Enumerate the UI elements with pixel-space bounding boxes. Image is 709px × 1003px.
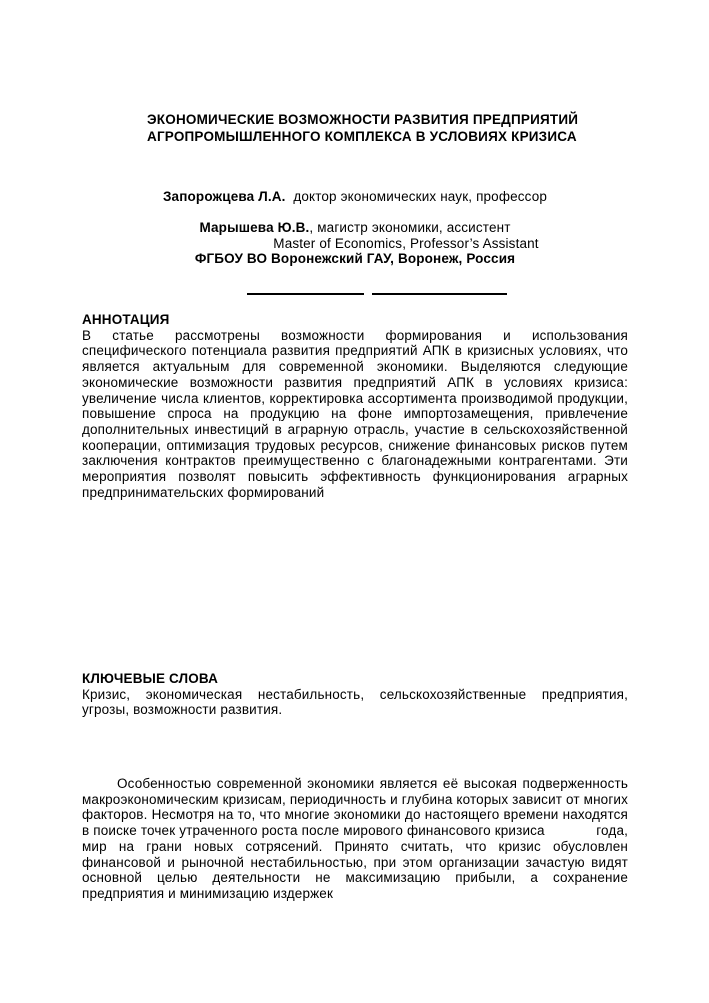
article-title bbox=[147, 112, 617, 145]
keywords-heading: КЛЮЧЕВЫЕ СЛОВА bbox=[82, 671, 218, 686]
author-2-name: Марышева Ю.В. bbox=[199, 220, 310, 235]
annotation-text: В статье рассмотрены возможности формирования и использования специфического потенциала развития предприятий АПК в кризисных условиях, что является актуальным для современной экономики. Выделяются следующие экономические возможности развития предприятий АПК в условиях кризиса: увеличение числа клиентов, корректировка ассортимента производимой продукции, повышение спроса на продукцию на фоне импортозамещения, привлечение дополнительных инвестиций в аграрную отрасль, участие в сельскохозяйственной кооперации, оптимизация трудовых ресурсов, снижение финансовых рисков путем заключения контрактов преимущественно с благонадежными контрагентами. Эти мероприятия позволят повысить эффективность функционирования аграрных предпринимательских формирований bbox=[82, 327, 628, 500]
article-title-line-1: ЭКОНОМИЧЕСКИЕ ВОЗМОЖНОСТИ РАЗВИТИЯ ПРЕДПРИЯТИЙ bbox=[147, 112, 579, 127]
author-2-degree: , магистр экономики, ассистент bbox=[309, 220, 511, 235]
keywords-text: Кризис, экономическая нестабильность, сельскохозяйственные предприятия, угрозы, возможности развития. bbox=[82, 686, 628, 718]
author-2-degree-en: Master of Economics, Professor’s Assistant bbox=[273, 235, 539, 251]
annotation-heading: АННОТАЦИЯ bbox=[82, 312, 170, 327]
author-2-degree-en-line bbox=[82, 236, 628, 252]
signature-line-2 bbox=[372, 293, 507, 295]
author-1-name: Запорожцева Л.А. bbox=[162, 189, 286, 204]
body-section bbox=[82, 776, 628, 902]
signature-line-1 bbox=[247, 293, 364, 295]
author-block-2 bbox=[82, 220, 628, 267]
article-title-line-2: АГРОПРОМЫШЛЕННОГО КОМПЛЕКСА В УСЛОВИЯХ КРИЗИСА bbox=[147, 128, 577, 144]
keywords-section bbox=[82, 671, 628, 718]
author-2-line bbox=[82, 220, 628, 236]
author-line-1 bbox=[82, 189, 628, 205]
annotation-section bbox=[82, 312, 628, 500]
body-paragraph: Особенностью современной экономики является её высокая подверженность макроэкономическим кризисам, периодичность и глубина которых зависит от многих факторов. Несмотря на то, что многие экономики до настоящего времени находятся в поиске точек утраченного роста после мирового финансового кризиса года, мир на грани новых сотрясений. Принято считать, что кризис обусловлен финансовой и рыночной нестабильностью, при этом организации зачастую видят основной целью деятельности не максимизацию прибыли, а сохранение предприятия и минимизацию издержек bbox=[82, 776, 628, 901]
affiliation: ФГБОУ ВО Воронежский ГАУ, Воронеж, Россия bbox=[194, 251, 516, 267]
author-1-degree: доктор экономических наук, профессор bbox=[289, 189, 548, 204]
